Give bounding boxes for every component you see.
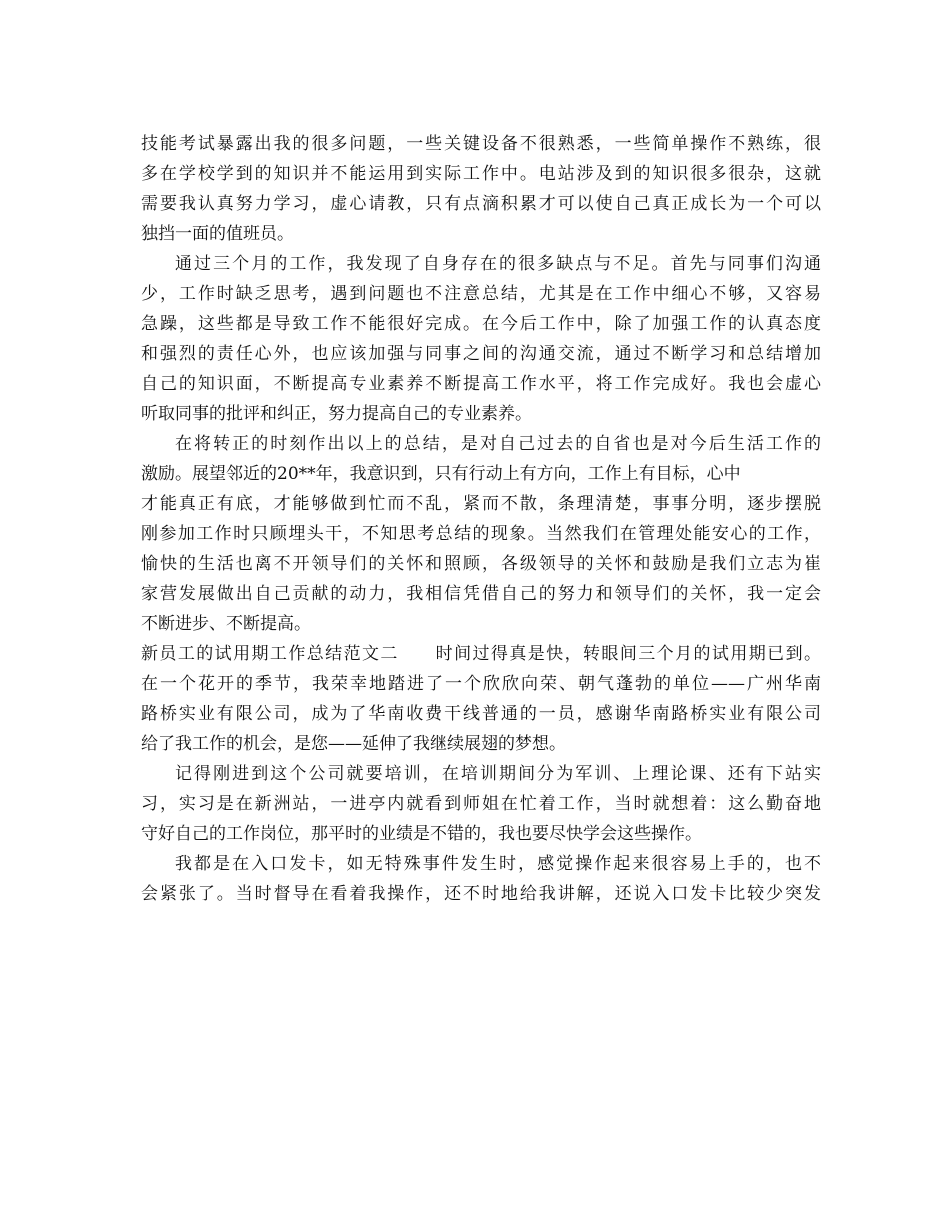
paragraph-first-line: 通过三个月的工作，我发现了自身存在的很多缺点与不足。首先与同事们沟通 <box>175 254 821 274</box>
text-line: 自己的知识面，不断提高专业素养不断提高工作水平，将工作完成好。我也会虚心 <box>141 374 821 394</box>
text-line: 激励。展望邻近的20**年，我意识到，只有行动上有方向，工作上有目标，心中 <box>141 464 741 484</box>
text-line: 少，工作时缺乏思考，遇到问题也不注意总结，尤其是在工作中细心不够，又容易 <box>141 284 821 304</box>
text-line: 家营发展做出自己贡献的动力，我相信凭借自己的努力和领导们的关怀，我一定会 <box>141 584 821 604</box>
document-body <box>141 129 821 909</box>
text-line: 在一个花开的季节，我荣幸地踏进了一个欣欣向荣、朝气蓬勃的单位——广州华南 <box>141 674 821 694</box>
text-line: 技能考试暴露出我的很多问题，一些关键设备不很熟悉，一些简单操作不熟练，很 <box>141 134 821 154</box>
text-line: 习，实习是在新洲站，一进亭内就看到师姐在忙着工作，当时就想着：这么勤奋地 <box>141 794 821 814</box>
text-line: 听取同事的批评和纠正，努力提高自己的专业素养。 <box>141 404 532 424</box>
text-line: 多在学校学到的知识并不能运用到实际工作中。电站涉及到的知识很多很杂，这就 <box>141 164 821 184</box>
paragraph-first-line: 记得刚进到这个公司就要培训，在培训期间分为军训、上理论课、还有下站实 <box>175 764 821 784</box>
text-line: 刚参加工作时只顾埋头干，不知思考总结的现象。当然我们在管理处能安心的工作， <box>141 524 821 544</box>
paragraph-first-line: 我都是在入口发卡，如无特殊事件发生时，感觉操作起来很容易上手的，也不 <box>175 854 821 874</box>
text-line: 路桥实业有限公司，成为了华南收费干线普通的一员，感谢华南路桥实业有限公司 <box>141 704 821 724</box>
text-line: 愉快的生活也离不开领导们的关怀和照顾，各级领导的关怀和鼓励是我们立志为崔 <box>141 554 821 574</box>
text-line: 急躁，这些都是导致工作不能很好完成。在今后工作中，除了加强工作的认真态度 <box>141 314 821 334</box>
text-line: 不断进步、不断提高。 <box>141 614 311 634</box>
text-line: 和强烈的责任心外，也应该加强与同事之间的沟通交流，通过不断学习和总结增加 <box>141 344 821 364</box>
text-line: 给了我工作的机会，是您——延伸了我继续展翅的梦想。 <box>141 734 566 754</box>
text-line: 守好自己的工作岗位，那平时的业绩是不错的，我也要尽快学会这些操作。 <box>141 824 702 844</box>
section-heading-line: 新员工的试用期工作总结范文二 时间过得真是快，转眼间三个月的试用期已到。 <box>141 644 821 664</box>
text-line: 独挡一面的值班员。 <box>141 224 294 244</box>
text-line: 会紧张了。当时督导在看着我操作，还不时地给我讲解，还说入口发卡比较少突发 <box>141 884 821 904</box>
text-line: 才能真正有底，才能够做到忙而不乱，紧而不散，条理清楚，事事分明，逐步摆脱 <box>141 494 821 514</box>
text-line: 需要我认真努力学习，虚心请教，只有点滴积累才可以使自己真正成长为一个可以 <box>141 194 821 214</box>
paragraph-first-line: 在将转正的时刻作出以上的总结，是对自己过去的自省也是对今后生活工作的 <box>175 434 821 454</box>
